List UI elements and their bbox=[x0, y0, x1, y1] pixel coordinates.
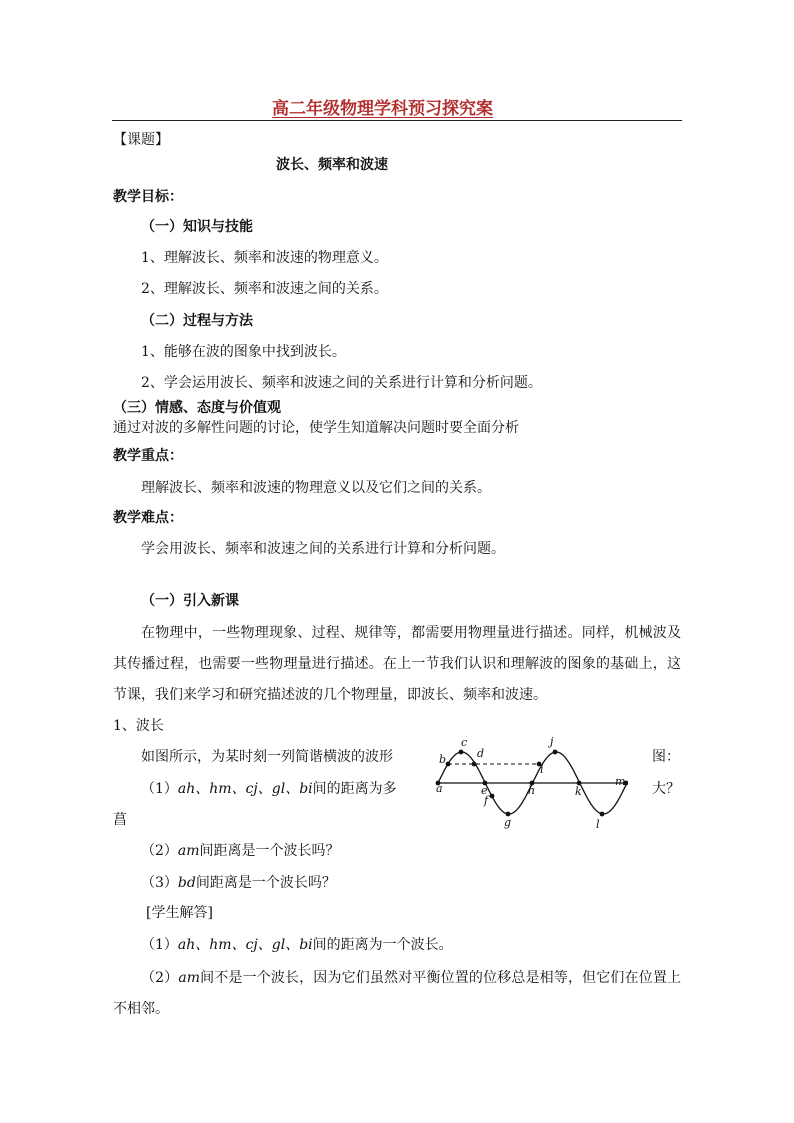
answer-2 bbox=[113, 963, 681, 1025]
question-2 bbox=[141, 844, 340, 858]
label-h: h bbox=[528, 784, 536, 797]
question-3 bbox=[141, 876, 336, 890]
point-f bbox=[490, 794, 495, 799]
answer-label: [学生解答] bbox=[146, 905, 213, 921]
answer-1-vars: ah、hm、cj、gl、bi bbox=[177, 937, 313, 953]
emotion-text: 通过对波的多解性问题的讨论，使学生知道解决问题时要全面分析 bbox=[113, 420, 519, 436]
process-item: 1、能够在波的图象中找到波长。 bbox=[141, 344, 346, 360]
question-1 bbox=[141, 782, 397, 796]
difficulty-heading: 教学难点： bbox=[113, 510, 183, 526]
question-1-end: 大？ bbox=[652, 781, 680, 797]
question-2-var: am bbox=[177, 843, 200, 859]
process-heading: （二）过程与方法 bbox=[141, 313, 253, 329]
label-i: i bbox=[540, 763, 544, 776]
label-a: a bbox=[436, 782, 443, 795]
question-1-vars: ah、hm、cj、gl、bi bbox=[177, 781, 313, 797]
label-d: d bbox=[477, 747, 485, 760]
answer-2-prefix: （2） bbox=[141, 970, 179, 986]
wavelength-intro-left: 如图所示，为某时刻一列简谐横波的波形 bbox=[141, 749, 393, 765]
wavelength-intro-right: 图： bbox=[652, 749, 680, 765]
lesson-topic: 波长、频率和波速 bbox=[276, 157, 388, 173]
answer-2-var: am bbox=[178, 970, 200, 986]
process-item: 2、学会运用波长、频率和波速之间的关系进行计算和分析问题。 bbox=[141, 375, 542, 391]
label-m: m bbox=[615, 775, 626, 788]
label-g: g bbox=[504, 816, 512, 829]
label-j: j bbox=[550, 735, 554, 748]
answer-2-text: 间不是一个波长，因为它们虽然对平衡位置的位移总是相等，但它们在位置上不相邻。 bbox=[113, 970, 681, 1017]
question-3-var: bd bbox=[177, 875, 196, 891]
question-1-text: 间的距离为多 bbox=[312, 781, 397, 797]
intro-paragraph: 在物理中，一些物理现象、过程、规律等，都需要用物理量进行描述。同样，机械波及其传播过程，也需要一些物理量进行描述。在上一节我们认识和理解波的图象的基础上，这节课，我们来学习和研究描述波的几个物理量，即波长、频率和波速。 bbox=[113, 625, 681, 703]
point-b bbox=[446, 762, 451, 767]
wave-diagram bbox=[428, 734, 628, 830]
point-j bbox=[553, 750, 558, 755]
objectives-heading: 教学目标： bbox=[113, 189, 183, 205]
key-point-text: 理解波长、频率和波速的物理意义以及它们之间的关系。 bbox=[141, 480, 491, 496]
key-point-heading: 教学重点： bbox=[113, 448, 183, 464]
knowledge-heading: （一）知识与技能 bbox=[141, 219, 253, 235]
label-l: l bbox=[596, 818, 600, 830]
label-f: f bbox=[484, 794, 489, 807]
answer-1-text: 间的距离为一个波长。 bbox=[312, 937, 453, 953]
knowledge-item: 2、理解波长、频率和波速之间的关系。 bbox=[141, 281, 388, 297]
difficulty-text: 学会用波长、频率和波速之间的关系进行计算和分析问题。 bbox=[141, 541, 505, 557]
point-l bbox=[600, 812, 605, 817]
label-c: c bbox=[461, 736, 468, 749]
intro-heading: （一）引入新课 bbox=[141, 593, 239, 609]
title-divider bbox=[112, 120, 682, 121]
label-e: e bbox=[481, 784, 488, 797]
page-title: 高二年级物理学科预习探究案 bbox=[272, 99, 493, 119]
question-2-prefix: （2） bbox=[141, 843, 178, 859]
question-3-prefix: （3） bbox=[141, 875, 178, 891]
question-2-text: 间距离是一个波长吗？ bbox=[199, 843, 340, 859]
topic-label: 【课题】 bbox=[113, 132, 169, 148]
label-k: k bbox=[575, 785, 582, 798]
point-c bbox=[459, 750, 464, 755]
knowledge-item: 1、理解波长、频率和波速的物理意义。 bbox=[141, 250, 388, 266]
label-b: b bbox=[439, 753, 447, 766]
point-d bbox=[472, 762, 477, 767]
wavelength-heading: 1、波长 bbox=[113, 718, 164, 734]
question-1-prefix: （1） bbox=[141, 781, 178, 797]
question-3-text: 间距离是一个波长吗？ bbox=[195, 875, 336, 891]
emotion-heading: （三）情感、态度与价值观 bbox=[113, 400, 281, 416]
answer-1 bbox=[141, 938, 453, 952]
question-1-wrap: 菖 bbox=[113, 812, 127, 828]
answer-1-prefix: （1） bbox=[141, 937, 178, 953]
